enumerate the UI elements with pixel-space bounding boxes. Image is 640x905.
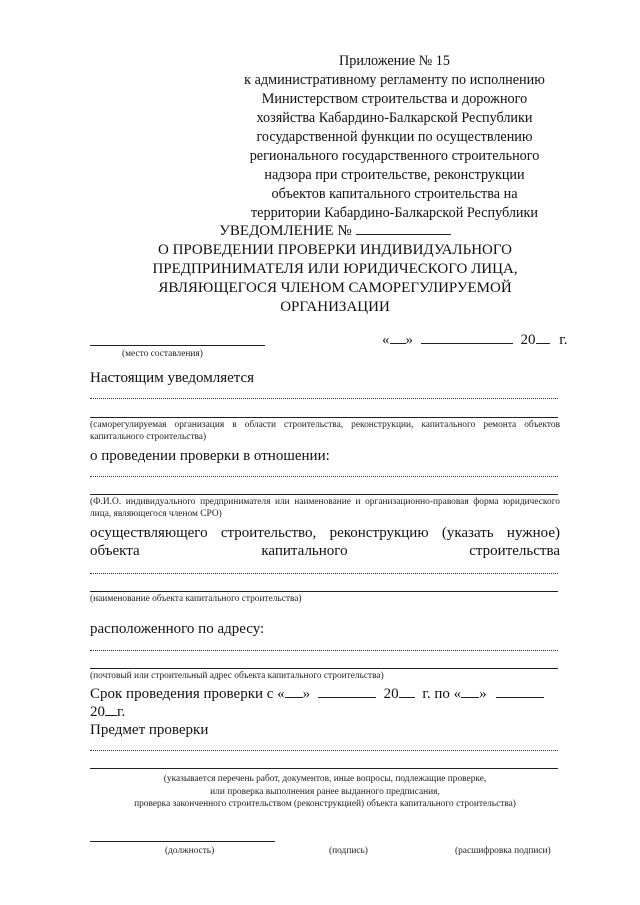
subject-label: Предмет проверки (90, 722, 209, 738)
date-month-field[interactable] (421, 331, 513, 344)
sign-caption: (подпись) (329, 846, 368, 856)
title-heading: УВЕДОМЛЕНИЕ № (219, 223, 352, 239)
address-label: расположенного по адресу: (90, 621, 265, 637)
notified-line-1[interactable] (90, 398, 558, 399)
term-close-2: » (479, 686, 487, 702)
annex-line: хозяйства Кабардино-Балкарской Республики (256, 110, 533, 126)
subject-line-2[interactable] (90, 768, 558, 769)
term-from-year-field[interactable] (399, 685, 415, 698)
title-line: О ПРОВЕДЕНИИ ПРОВЕРКИ ИНДИВИДУАЛЬНОГО (157, 242, 513, 258)
object-word: объекта (90, 543, 140, 559)
date-close: » (405, 332, 413, 348)
date-open: « (382, 332, 390, 348)
decode-caption: (расшифровка подписи) (455, 846, 551, 856)
date-field (382, 331, 567, 349)
place-caption: (место составления) (122, 349, 203, 359)
term-close: » (302, 686, 311, 702)
object-word: капитального (261, 543, 348, 559)
term-to: г. по « (422, 686, 462, 702)
term-year: 20 (383, 686, 399, 702)
document-title (100, 222, 570, 317)
term-year-2: 20 (90, 704, 105, 720)
term-label: Срок проведения проверки с « (90, 686, 285, 702)
term-to-day-field[interactable] (461, 685, 479, 698)
annex-line: надзора при строительстве, реконструкции (264, 167, 525, 183)
term-to-month-field[interactable] (496, 685, 544, 698)
term-from-month-field[interactable] (318, 685, 376, 698)
position-field[interactable] (90, 841, 275, 842)
object-line-2 (90, 542, 560, 560)
term-year-2-suffix: г. (117, 704, 126, 720)
annex-line: территории Кабардино-Балкарской Республики (250, 205, 539, 221)
object-line-b[interactable] (90, 591, 558, 592)
inspection-line-2[interactable] (90, 494, 558, 495)
annex-line: Приложение № 15 (339, 53, 450, 69)
title-line: ПРЕДПРИНИМАТЕЛЯ ИЛИ ЮРИДИЧЕСКОГО ЛИЦА, (152, 261, 518, 277)
annex-line: объектов капитального строительства на (271, 186, 518, 202)
address-caption: (почтовый или строительный адрес объекта капитального строительства) (90, 671, 384, 681)
annex-line: регионального государственного строительного (249, 148, 540, 164)
subject-line-1[interactable] (90, 750, 558, 751)
title-line: ОРГАНИЗАЦИИ (280, 299, 390, 315)
subject-caption-line: (указывается перечень работ, документов, иные вопросы, подлежащие проверке, (163, 774, 487, 784)
date-day-field[interactable] (390, 331, 406, 344)
subject-caption (90, 773, 560, 811)
notified-caption: (саморегулируемая организация в области строительства, реконструкции, капитального ремонта объектов капитального строительства) (90, 420, 560, 442)
title-line: ЯВЛЯЮЩЕГОСЯ ЧЛЕНОМ САМОРЕГУЛИРУЕМОЙ (158, 280, 512, 296)
object-word: строительства (469, 543, 560, 559)
inspection-label: о проведении проверки в отношении: (90, 448, 330, 464)
subject-caption-line: или проверка выполнения ранее выданного предписания, (210, 786, 440, 797)
term-row (90, 685, 544, 703)
object-line-a[interactable] (90, 573, 558, 574)
annex-line: государственной функции по осуществлению (256, 129, 533, 145)
date-year-suffix: г. (559, 332, 568, 348)
term-from-day-field[interactable] (285, 685, 303, 698)
inspection-caption: (Ф.И.О. индивидуального предпринимателя или наименование и организационно-правовая форма юридического лица, являющегося членом СРО) (90, 497, 560, 519)
notified-label: Настоящим уведомляется (90, 370, 255, 386)
annex-line: к административному регламенту по исполнению (244, 72, 545, 88)
date-year-field[interactable] (536, 331, 550, 344)
annex-line: Министерством строительства и дорожного (261, 91, 528, 107)
position-caption: (должность) (165, 846, 215, 856)
notification-number-field[interactable] (356, 222, 451, 235)
address-line-1[interactable] (90, 650, 558, 651)
address-line-2[interactable] (90, 668, 558, 669)
term-row-2 (90, 703, 125, 721)
term-to-year-field[interactable] (105, 703, 117, 716)
object-caption: (наименование объекта капитального строительства) (90, 594, 302, 604)
subject-caption-line: проверка законченного строительством (реконструкцией) объекта капитального строительства) (134, 799, 516, 809)
notified-line-2[interactable] (90, 417, 558, 418)
title-heading-row (100, 222, 570, 241)
date-year-prefix: 20 (520, 332, 536, 348)
object-line-1: осуществляющего строительство, реконструкцию (указать нужное) (90, 525, 560, 541)
place-field[interactable] (90, 345, 265, 346)
inspection-line-1[interactable] (90, 476, 558, 477)
annex-header (222, 52, 567, 223)
